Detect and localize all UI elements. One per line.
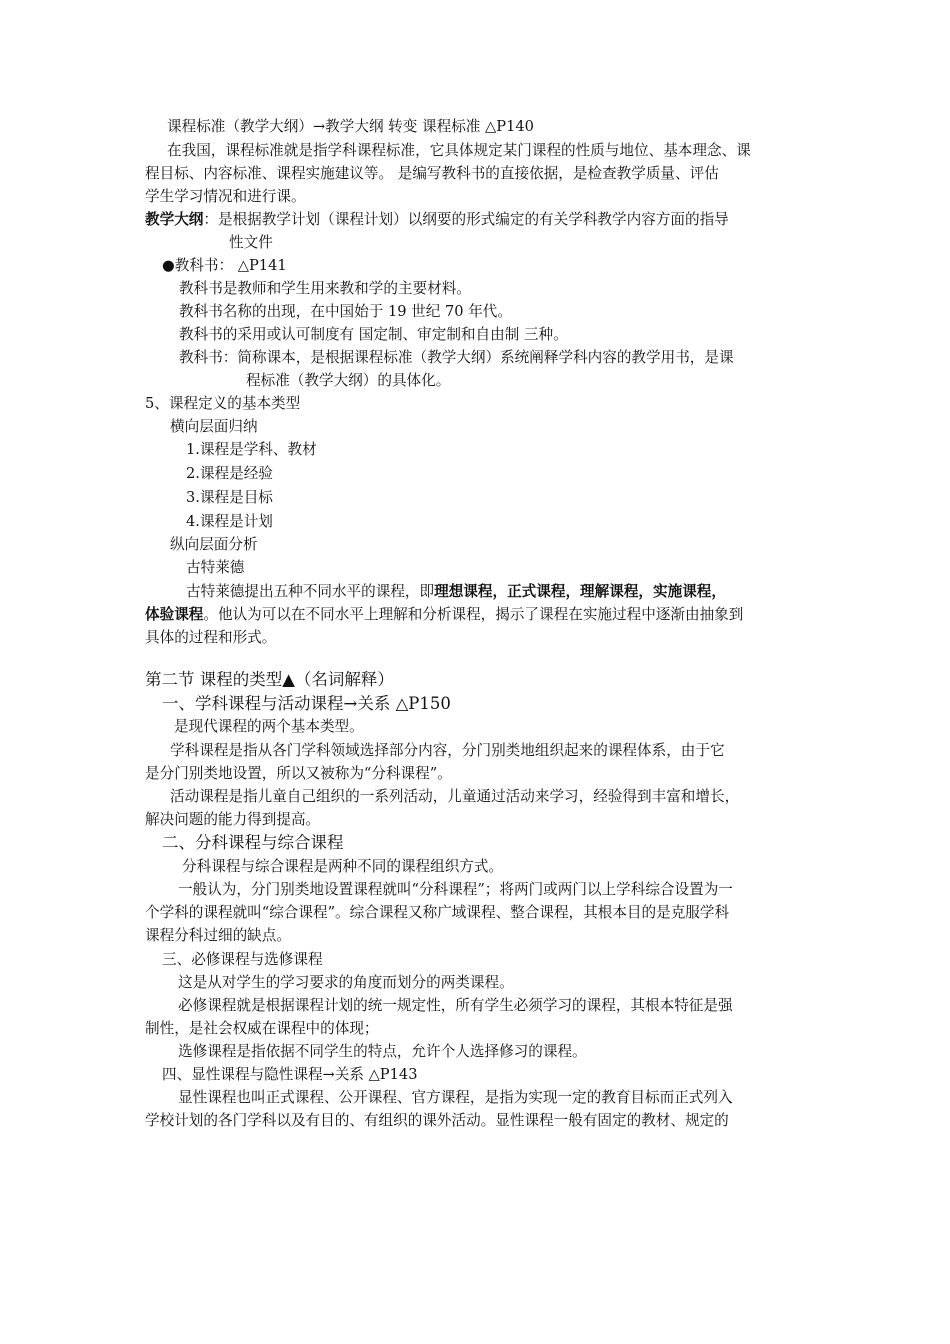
term-bold: 教学大纲 [145,211,204,228]
text-line: 教科书名称的出现，在中国始于 19 世纪 70 年代。 [179,303,512,320]
section-heading: 第二节 课程的类型▲（名词解释） [145,670,394,689]
subsection-heading: 三、必修课程与选修课程 [162,951,323,968]
text-line: 课程分科过细的缺点。 [145,927,291,944]
subsection-heading: 二、分科课程与综合课程 [162,833,344,852]
text-line: 程目标、内容标准、课程实施建议等。 是编写教科书的直接依据，是检查教学质量、评估 [145,165,719,182]
text-line: 分科课程与综合课程是两种不同的课程组织方式。 [182,858,504,875]
text-line: 古特莱德 [186,559,245,576]
text-line: 横向层面归纳 [170,418,258,435]
text-line: 教学大纲：是根据教学计划（课程计划）以纲要的形式编定的有关学科教学内容方面的指导 [145,211,729,228]
text-line: 5、课程定义的基本类型 [145,395,301,412]
term-bold: 体验课程 [145,606,204,623]
text-line: 学校计划的各门学科以及有目的、有组织的课外活动。显性课程一般有固定的教材、规定的 [145,1112,729,1129]
text-line: 纵向层面分析 [170,536,258,553]
text-line: 活动课程是指儿童自己组织的一系列活动，儿童通过活动来学习，经验得到丰富和增长， [170,788,740,805]
text-line: ●教科书： △P141 [162,257,287,274]
text-line: 教科书的采用或认可制度有 国定制、审定制和自由制 三种。 [179,326,568,343]
text-line: 学生学习情况和进行课。 [145,188,306,205]
text-line: 一般认为，分门别类地设置课程就叫“分科课程”；将两门或两门以上学科综合设置为一 [178,881,733,898]
text-line: 显性课程也叫正式课程、公开课程、官方课程，是指为实现一定的教育目标而正式列入 [178,1089,733,1106]
text-line: 在我国，课程标准就是指学科课程标准，它具体规定某门课程的性质与地位、基本理念、课 [167,142,751,159]
text-line: 制性，是社会权威在课程中的体现； [145,1020,379,1037]
subsection-heading: 一、学科课程与活动课程→关系 △P150 [162,694,451,713]
text-line: 解决问题的能力得到提高。 [145,811,321,828]
text-line: 具体的过程和形式。 [145,629,277,646]
text-line: 是现代课程的两个基本类型。 [174,718,364,735]
text-line: 是分门别类地设置，所以又被称为“分科课程”。 [145,765,452,782]
text-line: 性文件 [229,234,273,251]
text-line: 学科课程是指从各门学科领域选择部分内容，分门别类地组织起来的课程体系，由于它 [170,742,725,759]
text-line: 3.课程是目标 [186,489,273,506]
text-line: 教科书：简称课本，是根据课程标准（教学大纲）系统阐释学科内容的教学用书，是课 [179,349,734,366]
text-line: 1.课程是学科、教材 [186,441,317,458]
text-line: 古特莱德提出五种不同水平的课程，即理想课程，正式课程，理解课程，实施课程， [186,583,726,600]
subsection-heading: 四、显性课程与隐性课程→关系 △P143 [162,1066,418,1083]
term-bold: 理想课程，正式课程，理解课程，实施课程， [434,583,726,600]
text-line: 选修课程是指依据不同学生的特点，允许个人选择修习的课程。 [178,1043,587,1060]
text-line: 个学科的课程就叫“综合课程”。综合课程又称广域课程、整合课程，其根本目的是克服学科 [145,904,730,921]
text-line: 必修课程就是根据课程计划的统一规定性，所有学生必须学习的课程，其根本特征是强 [178,997,733,1014]
text-line: 课程标准（教学大纲）→教学大纲 转变 课程标准 △P140 [167,118,534,135]
text-line: 教科书是教师和学生用来教和学的主要材料。 [179,280,471,297]
text-line: 体验课程。他认为可以在不同水平上理解和分析课程，揭示了课程在实施过程中逐渐由抽象到 [145,606,744,623]
text-line: 4.课程是计划 [186,513,273,530]
text-line: 2.课程是经验 [186,465,273,482]
text-line: 这是从对学生的学习要求的角度而划分的两类课程。 [178,974,514,991]
text-line: 程标准（教学大纲）的具体化。 [246,372,451,389]
